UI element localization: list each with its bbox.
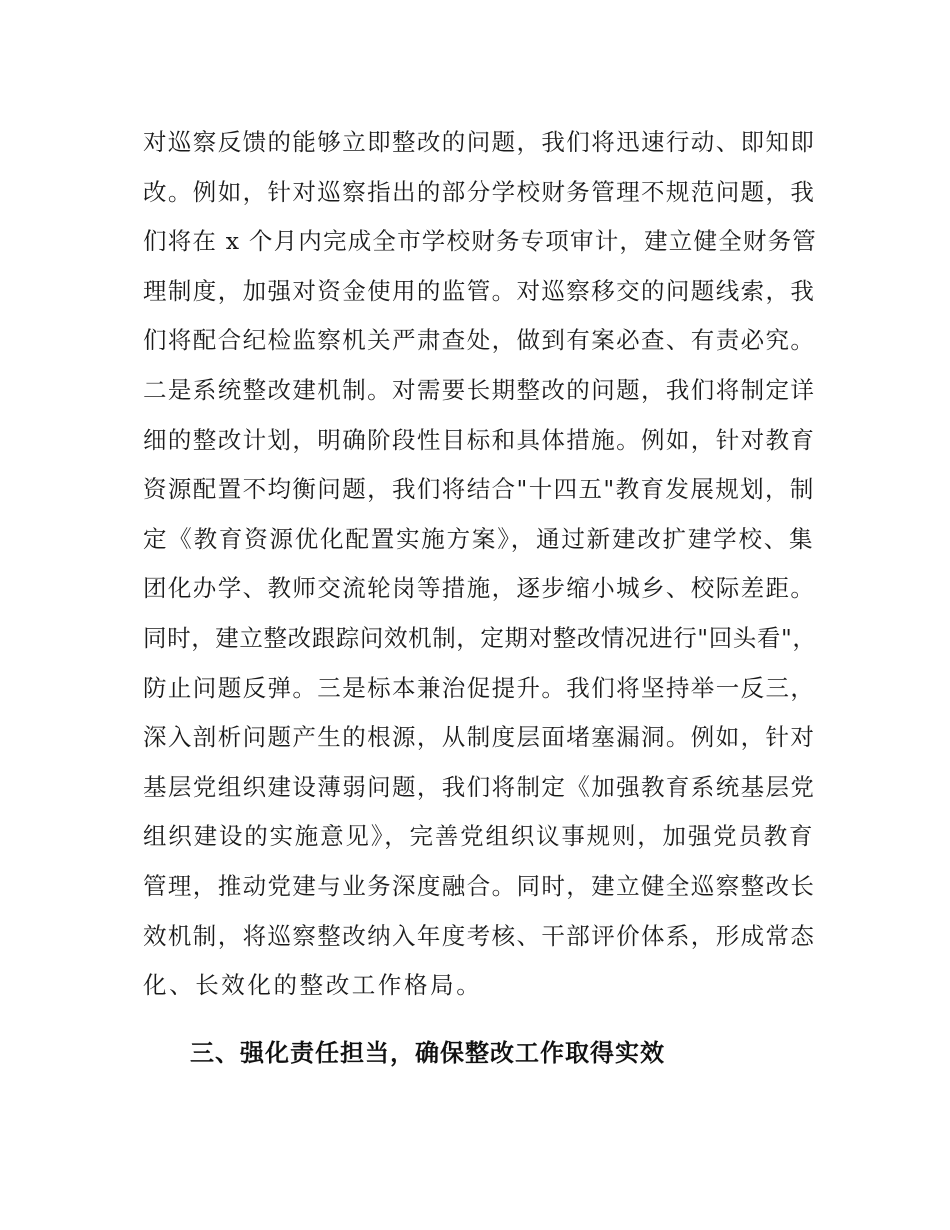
- paragraph-line: 效机制，将巡察整改纳入年度考核、干部评价体系，形成常态: [143, 921, 816, 950]
- section-heading: 三、强化责任担当，确保整改工作取得实效: [190, 1039, 665, 1067]
- paragraph-line: 们将在 x 个月内完成全市学校财务专项审计，建立健全财务管: [143, 227, 817, 256]
- body-paragraph: [143, 118, 817, 1011]
- paragraph-line: 们将配合纪检监察机关严肃查处，做到有案必查、有责必究。: [143, 326, 816, 355]
- paragraph-line: 对巡察反馈的能够立即整改的问题，我们将迅速行动、即知即: [143, 128, 816, 156]
- paragraph-line: 基层党组织建设薄弱问题，我们将制定《加强教育系统基层党: [143, 772, 816, 801]
- paragraph-line: 二是系统整改建机制。对需要长期整改的问题，我们将制定详: [143, 375, 816, 404]
- paragraph-line: 定《教育资源优化配置实施方案》，通过新建改扩建学校、集: [143, 524, 815, 553]
- paragraph-line: 化、长效化的整改工作格局。: [143, 971, 483, 1000]
- paragraph-line: 资源配置不均衡问题，我们将结合"十四五"教育发展规划，制: [143, 475, 815, 504]
- paragraph-line: 深入剖析问题产生的根源，从制度层面堵塞漏洞。例如，针对: [143, 723, 816, 752]
- paragraph-line: 改。例如，针对巡察指出的部分学校财务管理不规范问题，我: [143, 177, 816, 206]
- paragraph-line: 团化办学、教师交流轮岗等措施，逐步缩小城乡、校际差距。: [143, 574, 816, 603]
- paragraph-line: 管理，推动党建与业务深度融合。同时，建立健全巡察整改长: [143, 871, 816, 900]
- paragraph-line: 组织建设的实施意见》，完善党组织议事规则，加强党员教育: [143, 822, 815, 851]
- paragraph-line: 同时，建立整改跟踪问效机制，定期对整改情况进行"回头看"，: [143, 623, 817, 652]
- paragraph-line: 理制度，加强对资金使用的监管。对巡察移交的问题线索，我: [143, 276, 816, 305]
- paragraph-line: 细的整改计划，明确阶段性目标和具体措施。例如，针对教育: [143, 425, 816, 454]
- paragraph-line: 防止问题反弹。三是标本兼治促提升。我们将坚持举一反三，: [143, 673, 816, 702]
